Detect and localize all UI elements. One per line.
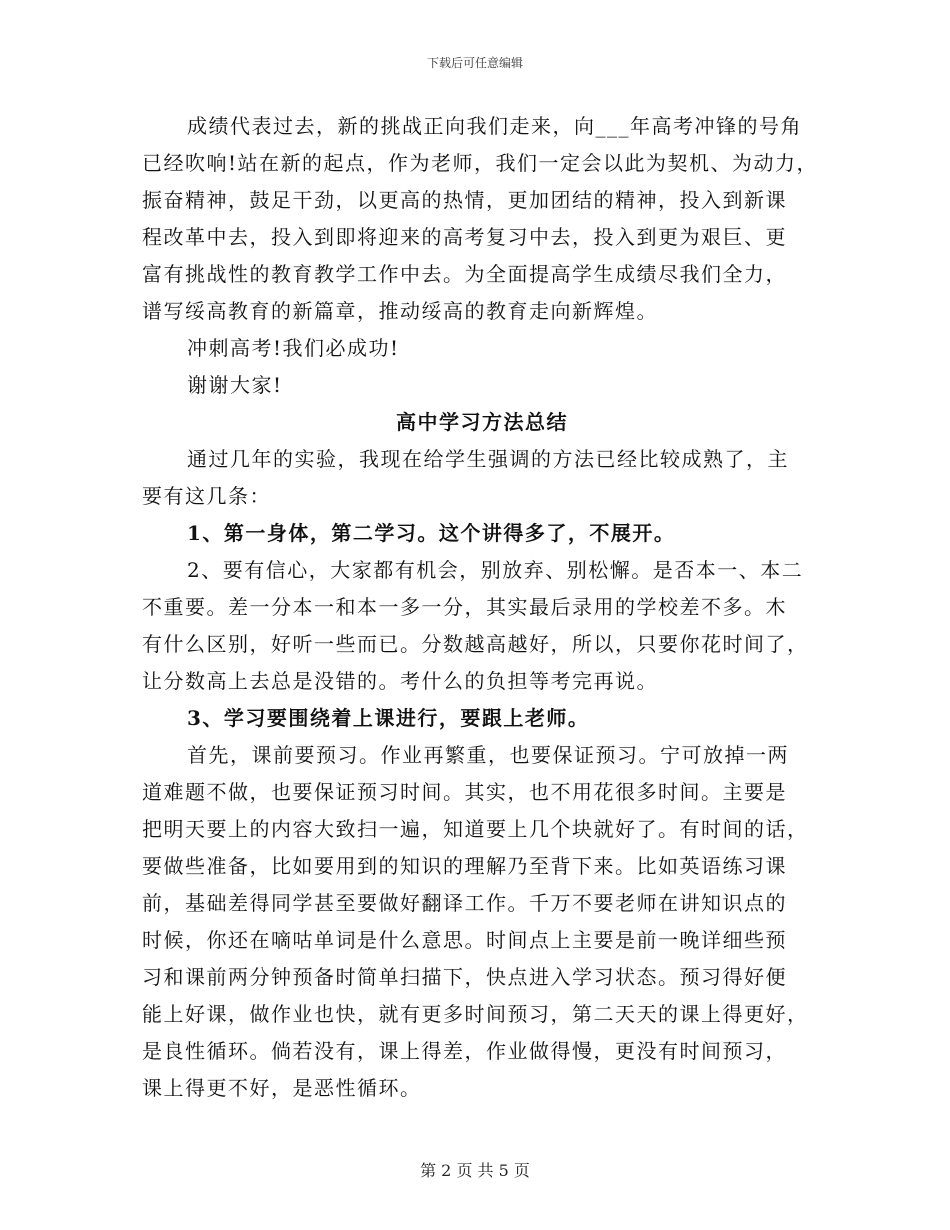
body-line: 要做些准备，比如要用到的知识的理解乃至背下来。比如英语练习课 xyxy=(142,854,787,878)
page-header: 下载后可任意编辑 xyxy=(426,56,523,70)
page-number: 第 2 页 共 5 页 xyxy=(420,1161,530,1180)
body-line: 课上得更不好，是恶性循环。 xyxy=(142,1076,422,1100)
point-heading: 1、第一身体，第二学习。这个讲得多了，不展开。 xyxy=(187,521,676,545)
body-line: 程改革中去，投入到即将迎来的高考复习中去，投入到更为艰巨、更 xyxy=(142,225,787,249)
point-heading: 3、学习要围绕着上课进行，要跟上老师。 xyxy=(187,706,590,730)
body-line: 要有这几条： xyxy=(142,484,271,508)
body-line: 前，基础差得同学甚至要做好翻译工作。千万不要老师在讲知识点的 xyxy=(142,891,787,915)
body-line: 成绩代表过去，新的挑战正向我们走来，向___年高考冲锋的号角 xyxy=(187,114,802,138)
body-line: 首先，课前要预习。作业再繁重，也要保证预习。宁可放掉一两 xyxy=(187,743,789,767)
body-line: 有什么区别，好听一些而已。分数越高越好，所以，只要你花时间了， xyxy=(142,632,809,656)
body-line: 冲刺高考!我们必成功! xyxy=(187,336,400,360)
body-line: 通过几年的实验，我现在给学生强调的方法已经比较成熟了，主 xyxy=(187,447,789,471)
body-line: 能上好课，做作业也快，就有更多时间预习，第二天天的课上得更好， xyxy=(142,1002,809,1026)
body-line: 是良性循环。倘若没有，课上得差，作业做得慢，更没有时间预习， xyxy=(142,1039,787,1063)
section-heading: 高中学习方法总结 xyxy=(396,410,568,434)
body-line: 把明天要上的内容大致扫一遍，知道要上几个块就好了。有时间的话， xyxy=(142,817,809,841)
body-line: 谢谢大家! xyxy=(187,373,283,397)
body-line: 不重要。差一分本一和本一多一分，其实最后录用的学校差不多。木 xyxy=(142,595,787,619)
body-line: 2、要有信心，大家都有机会，别放弃、别松懈。是否本一、本二 xyxy=(187,558,804,582)
body-line: 习和课前两分钟预备时简单扫描下，快点进入学习状态。预习得好便 xyxy=(142,965,787,989)
body-line: 让分数高上去总是没错的。考什么的负担等考完再说。 xyxy=(142,669,658,693)
document-body xyxy=(142,108,822,1107)
body-line: 时候，你还在嘀咕单词是什么意思。时间点上主要是前一晚详细些预 xyxy=(142,928,787,952)
body-line: 谱写绥高教育的新篇章，推动绥高的教育走向新辉煌。 xyxy=(142,299,658,323)
body-line: 已经吹响!站在新的起点，作为老师，我们一定会以此为契机、为动力， xyxy=(142,151,819,175)
body-line: 道难题不做，也要保证预习时间。其实，也不用花很多时间。主要是 xyxy=(142,780,787,804)
body-line: 振奋精神，鼓足干劲，以更高的热情，更加团结的精神，投入到新课 xyxy=(142,188,787,212)
body-line: 富有挑战性的教育教学工作中去。为全面提高学生成绩尽我们全力， xyxy=(142,262,787,286)
